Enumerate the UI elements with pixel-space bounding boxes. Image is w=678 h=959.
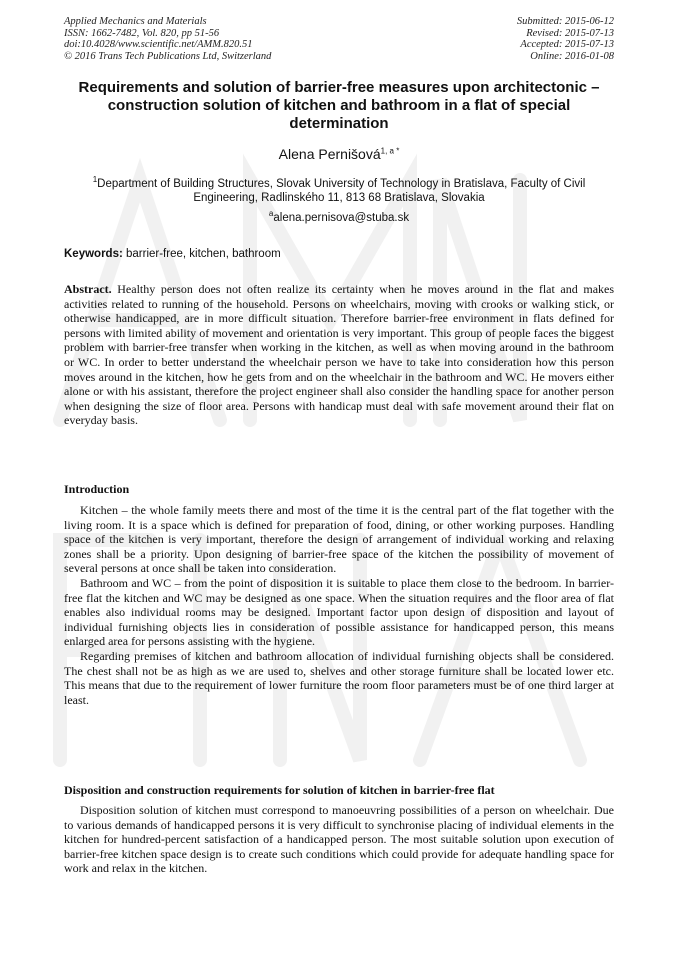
introduction-body: [64, 503, 614, 707]
author-superscript: 1, a *: [380, 146, 400, 156]
affiliation-superscript: 1: [92, 175, 98, 185]
date-accepted: Accepted: 2015-07-13: [520, 39, 614, 50]
journal-header-right: [517, 16, 614, 62]
journal-copyright: © 2016 Trans Tech Publications Ltd, Switzerland: [64, 50, 272, 62]
abstract: [64, 282, 614, 428]
journal-issn: ISSN: 1662-7482, Vol. 820, pp 51-56: [64, 27, 220, 39]
keywords-text: barrier-free, kitchen, bathroom: [126, 248, 281, 260]
author-email: [0, 209, 678, 224]
introduction-paragraph: Regarding premises of kitchen and bathroom allocation of individual furnishing objects shall be considered. The chest shall not be as high as we are used to, shelves and other storage furniture shall be located lower etc. This means that due to the requirement of lower furniture the room floor parameters must be of one third larger at least.: [64, 648, 614, 707]
author-name: Alena Pernišová: [278, 146, 381, 162]
paper-title: Requirements and solution of barrier-free measures upon architectonic – construction solution of kitchen and bathroom in a flat of special determination: [78, 79, 600, 132]
keywords: [64, 248, 281, 260]
date-online: Online: 2016-01-08: [530, 50, 614, 62]
journal-name: Applied Mechanics and Materials: [64, 16, 207, 27]
date-revised: Revised: 2015-07-13: [526, 27, 614, 39]
journal-doi: doi:10.4028/www.scientific.net/AMM.820.51: [64, 39, 253, 50]
affiliation: [64, 177, 614, 205]
introduction-paragraph: Bathroom and WC – from the point of disposition it is suitable to place them close to the bedroom. In barrier-free flat the kitchen and WC may be designed as one space. When the situation requires and the floor area of flat enables also individual rooms may be designed. Important factor upon design of disposition and layout of individual furnishing objects lies in consideration of possible assistance for handicapped person, this means enlarged area for persons assisting with the hygiene.: [64, 575, 614, 649]
introduction-paragraph: Kitchen – the whole family meets there and most of the time it is the central part of the flat together with the living room. It is a space which is defined for preparation of food, dining, or other working purposes. Handling space of the kitchen is very important, therefore the design of arrangement of individual working and relaxing zones shall be a priority. Upon designing of barrier-free space of the kitchen the possibility of movement of several persons at once shall be taken into consideration.: [64, 503, 614, 576]
keywords-label: Keywords:: [64, 248, 123, 260]
section2-heading: Disposition and construction requirements for solution of kitchen in barrier-free flat: [64, 783, 495, 797]
author-line: [0, 146, 678, 162]
affiliation-text: Department of Building Structures, Slovak University of Technology in Bratislava, Faculty of Civil Engineering, Radlinského 11, 813 68 Bratislava, Slovakia: [97, 178, 586, 204]
abstract-label: Abstract.: [64, 282, 112, 296]
journal-header-left: [64, 16, 271, 62]
email-superscript: a: [268, 209, 274, 219]
email-address[interactable]: alena.pernisova@stuba.sk: [273, 212, 410, 224]
introduction-heading: Introduction: [64, 482, 130, 496]
abstract-text: Healthy person does not often realize its certainty when he moves around in the flat and makes activities related to running of the household. Persons on wheelchairs, moving with crooks or walking stick, or otherwise handicapped, are in more difficult situation. Therefore barrier-free environment in flats defined for persons with limited ability of movement and orientation is very important. This group of people faces the biggest problem with barrier-free transfer when working in the kitchen, as well as when moving around in the bathroom or WC. In order to better understand the wheelchair person we have to take into consideration how this person moves around in the kitchen, how he gets from and on the wheelchair in the bathroom and WC. He movers either alone or with his assistant, therefore the project engineer shall also consider the handling space for another person when designing the size of floor area. Persons with handicap must deal with safe movement around their flat on everyday basis.: [64, 282, 615, 428]
date-submitted: Submitted: 2015-06-12: [516, 16, 614, 27]
section2-paragraph: Disposition solution of kitchen must correspond to manoeuvring possibilities of a person on wheelchair. Due to various demands of handicapped persons it is very difficult to synchronise placing of individual elements in the kitchen for hundred-percent satisfaction of a handicapped person. The most suitable solution upon execution of barrier-free kitchen space design is to create such conditions which could provide for adequate handling space for work and relax in the kitchen.: [64, 803, 614, 876]
section2-body: [64, 803, 614, 876]
